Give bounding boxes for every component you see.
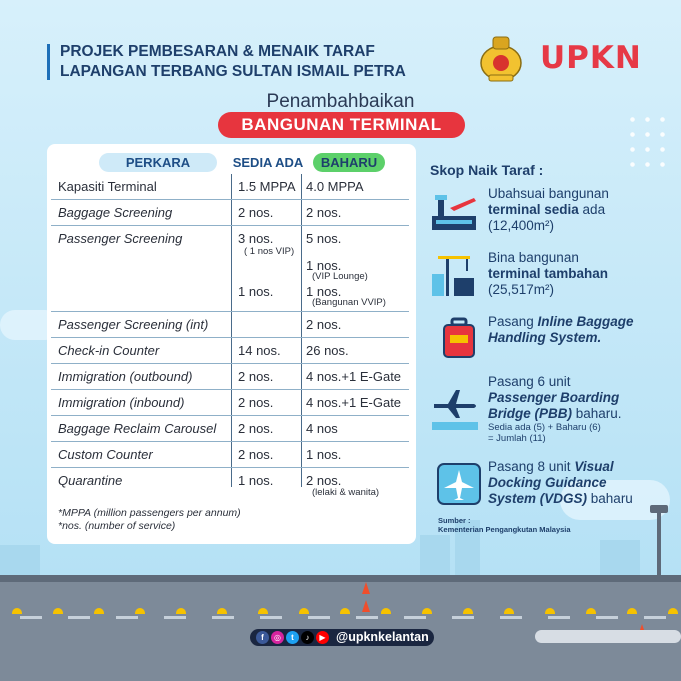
footnote: *MPPA (million passengers per annum) <box>58 507 241 519</box>
twitter-icon[interactable]: t <box>286 631 299 644</box>
column-header-perkara: PERKARA <box>99 153 217 172</box>
footnote: *nos. (number of service) <box>58 520 176 532</box>
table-row <box>51 174 409 200</box>
page-title <box>60 42 406 82</box>
runway-dash <box>452 616 474 619</box>
runway-light <box>381 608 391 614</box>
row-label: Immigration (outbound) <box>58 369 193 384</box>
runway-dash <box>164 616 186 619</box>
traffic-cone-icon <box>362 600 370 612</box>
scope-item-4 <box>488 374 638 444</box>
sedia-value: 14 nos. <box>238 343 281 358</box>
table-row <box>51 390 409 416</box>
table-row <box>51 226 409 312</box>
table-row <box>51 416 409 442</box>
scope-area: (12,400m²) <box>488 218 555 233</box>
runway-dash <box>548 616 570 619</box>
scope-text: Bina bangunan <box>488 250 579 265</box>
scope-bold: Visual Docking Guidance System (VDGS) <box>488 459 614 506</box>
row-label: Passenger Screening (int) <box>58 317 209 332</box>
sedia-note: ( 1 nos VIP) <box>244 246 295 257</box>
baharu-value: 5 nos. <box>306 231 342 246</box>
luggage-icon <box>440 317 480 361</box>
table-row <box>51 364 409 390</box>
social-handle[interactable]: @upknkelantan <box>336 630 429 644</box>
runway-light <box>299 608 309 614</box>
runway-light <box>668 608 678 614</box>
runway-ground <box>0 575 681 681</box>
baharu-value: 4.0 MPPA <box>306 179 364 194</box>
scope-item-3 <box>488 314 681 346</box>
title-line-1: PROJEK PEMBESARAN & MENAIK TARAF <box>60 43 375 60</box>
scope-text: baharu. <box>572 406 622 421</box>
section-banner: BANGUNAN TERMINAL <box>218 112 465 138</box>
runway-dash <box>404 616 426 619</box>
scope-text: Pasang <box>488 314 538 329</box>
runway-light <box>176 608 186 614</box>
row-label: Baggage Screening <box>58 205 173 220</box>
scope-bold: Inline Baggage Handling System. <box>488 314 634 345</box>
subtitle: Penambahbaikan <box>266 91 415 112</box>
baharu-value: 1 nos. <box>306 284 342 299</box>
scope-title: Skop Naik Taraf : <box>430 162 544 178</box>
scope-item-5 <box>488 459 638 507</box>
baharu-note: (lelaki & wanita) <box>312 487 380 498</box>
table-row <box>51 200 409 226</box>
scope-area: (25,517m²) <box>488 282 555 297</box>
runway-edge <box>0 575 681 582</box>
runway-light <box>627 608 637 614</box>
scope-text: baharu <box>587 491 633 506</box>
scope-text: Pasang 8 unit <box>488 459 575 474</box>
runway-dash <box>260 616 282 619</box>
baharu-value: 26 nos. <box>306 343 349 358</box>
sedia-value: 2 nos. <box>238 421 274 436</box>
scope-text: ada <box>578 202 606 217</box>
source-text: Kementerian Pengangkutan Malaysia <box>438 525 571 534</box>
scope-note: Sedia ada (5) + Baharu (6) <box>488 422 601 433</box>
row-label: Custom Counter <box>58 447 153 462</box>
runway-dash <box>644 616 666 619</box>
table-row <box>51 312 409 338</box>
sedia-value: 3 nos. <box>238 231 274 246</box>
baharu-note: (Bangunan VVIP) <box>312 297 386 308</box>
runway-dash <box>116 616 138 619</box>
facebook-icon[interactable]: f <box>256 631 269 644</box>
row-label: Immigration (inbound) <box>58 395 185 410</box>
sedia-value: 2 nos. <box>238 205 274 220</box>
scope-item-1 <box>488 186 609 234</box>
facilities-table-card <box>47 144 416 544</box>
runway-dash <box>308 616 330 619</box>
runway-dash <box>596 616 618 619</box>
runway-light <box>504 608 514 614</box>
runway-light <box>135 608 145 614</box>
row-label: Kapasiti Terminal <box>58 179 157 194</box>
row-label: Baggage Reclaim Carousel <box>58 421 217 436</box>
runway-dash <box>212 616 234 619</box>
scope-item-2 <box>488 250 608 298</box>
source-label: Sumber : <box>438 516 471 525</box>
scope-bold: terminal sedia <box>488 202 579 217</box>
table-row <box>51 442 409 468</box>
scope-text: Pasang 6 unit <box>488 374 571 389</box>
runway-light <box>258 608 268 614</box>
sedia-value: 1.5 MPPA <box>238 179 296 194</box>
scope-bold: Passenger Boarding Bridge (PBB) <box>488 390 620 421</box>
baharu-value: 1 nos. <box>306 447 342 462</box>
baharu-value: 2 nos. <box>306 205 342 220</box>
baharu-note: (VIP Lounge) <box>312 271 368 282</box>
scope-note: = Jumlah (11) <box>488 433 546 444</box>
light-pole <box>657 510 661 585</box>
baharu-value: 4 nos.+1 E-Gate <box>306 369 402 384</box>
runway-dash <box>356 616 378 619</box>
runway-dash <box>20 616 42 619</box>
baharu-value: 2 nos. <box>306 317 342 332</box>
runway-dash <box>500 616 522 619</box>
baharu-value: 4 nos <box>306 421 338 436</box>
runway-light <box>12 608 22 614</box>
runway-marking <box>535 630 681 643</box>
column-header-sedia-ada: SEDIA ADA <box>232 155 304 170</box>
runway-light <box>217 608 227 614</box>
baharu-value: 4 nos.+1 E-Gate <box>306 395 402 410</box>
column-header-baharu: BAHARU <box>313 153 385 172</box>
airplane-bridge-icon <box>430 386 480 432</box>
docking-guidance-icon <box>436 462 482 506</box>
decorative-dots <box>625 112 671 172</box>
construction-crane-icon <box>430 252 478 298</box>
instagram-icon[interactable]: ◎ <box>271 631 284 644</box>
runway-light <box>586 608 596 614</box>
terminal-building-icon <box>430 192 478 232</box>
table-footnotes <box>58 507 241 533</box>
title-line-2: LAPANGAN TERBANG SULTAN ISMAIL PETRA <box>60 63 406 80</box>
row-label: Quarantine <box>58 473 123 488</box>
row-label: Passenger Screening <box>58 231 183 246</box>
baharu-value: 2 nos. <box>306 473 342 488</box>
runway-dash <box>68 616 90 619</box>
runway-light <box>545 608 555 614</box>
kelantan-crest-icon <box>475 33 527 85</box>
scope-text: Ubahsuai bangunan <box>488 186 609 201</box>
header-accent-bar <box>47 44 50 80</box>
table-row <box>51 338 409 364</box>
row-label: Check-in Counter <box>58 343 160 358</box>
youtube-icon[interactable]: ▶ <box>316 631 329 644</box>
table-row <box>51 468 409 502</box>
upkn-logo: UPKN <box>540 40 642 76</box>
runway-light <box>340 608 350 614</box>
runway-light <box>53 608 63 614</box>
baharu-value: 1 nos. <box>306 258 342 273</box>
social-bar <box>250 629 434 646</box>
runway-light <box>422 608 432 614</box>
tiktok-icon[interactable]: ♪ <box>301 631 314 644</box>
sedia-value: 1 nos. <box>238 284 274 299</box>
sedia-value: 1 nos. <box>238 473 274 488</box>
source-note <box>438 516 571 534</box>
sedia-value: 2 nos. <box>238 369 274 384</box>
scope-bold: terminal tambahan <box>488 266 609 281</box>
runway-light <box>463 608 473 614</box>
sedia-value: 2 nos. <box>238 447 274 462</box>
traffic-cone-icon <box>362 582 370 594</box>
sedia-value: 2 nos. <box>238 395 274 410</box>
runway-light <box>94 608 104 614</box>
